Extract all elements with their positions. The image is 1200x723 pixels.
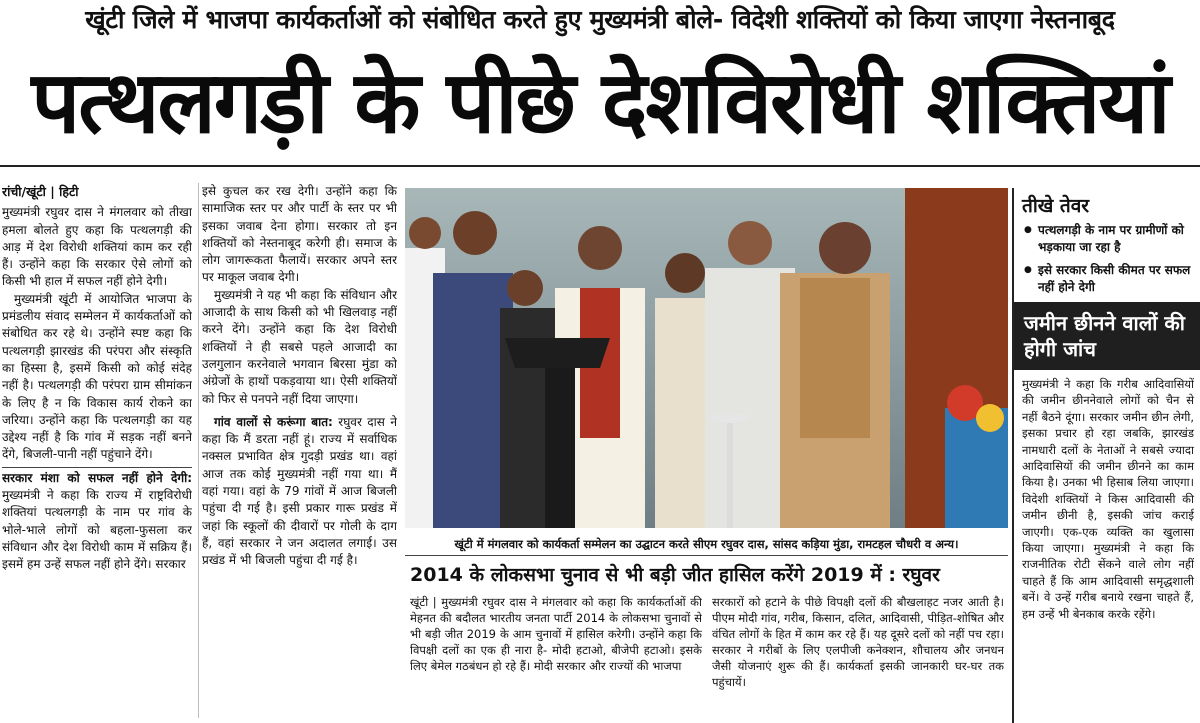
column-2 [202, 183, 397, 723]
kicker-headline: खूंटी जिले में भाजपा कार्यकर्ताओं को संबोधित करते हुए मुख्यमंत्री बोले- विदेशी शक्तियों को किया जाएगा नेस्तनाबूद [85, 5, 1115, 34]
col2-subhead: गांव वालों से करूंगा बात: [214, 414, 333, 429]
col1-para-1: मुख्यमंत्री रघुवर दास ने मंगलवार को तीखा हमला बोलते हुए कहा कि पत्थलगड़ी की आड़ में देश विरोधी शक्तियां काम कर रही हैं। उन्होंने कहा कि सरकार ऐसे लोगों को किसी भी हाल में सफल नहीं होने देगी। [2, 205, 192, 289]
col1-para-2: मुख्यमंत्री खूंटी में आयोजित भाजपा के प्रमंडलीय संवाद सम्मेलन में कार्यकर्ताओं को संबोधित कर रहे थे। उन्होंने स्पष्ट कहा कि पत्थलगड़ी झारखंड की परंपरा और संस्कृति का हिस्सा है, इसमें किसी को कोई संदेह नहीं है। पत्थलगड़ी की परंपरा ग्राम सीमांकन के लिए है न कि विकास कार्य रोकने का जरिया। उन्होंने कहा कि पत्थलगड़ी का यह उद्देश्य नहीं है कि गांव में सड़क नहीं बनने देंगे, बिजली-पानी नहीं पहुंचाने देंगे। [2, 291, 192, 462]
event-photo-illustration [405, 188, 1008, 528]
col1-para-3: मुख्यमंत्री ने कहा कि राज्य में राष्ट्रविरोधी शक्तियां पत्थलगड़ी के नाम पर गांव के भोले-भाले लोगों को बहला-फुसला कर संविधान और देश विरोधी काम में सक्रिय हैं। इसमें हम उन्हें सफल नहीं होने देंगे। सरकार [2, 488, 192, 572]
story2-column-b [712, 594, 1004, 720]
col2-para-3: रघुवर दास ने कहा कि मैं डरता नहीं हूं। राज्य में सर्वाधिक नक्सल प्रभावित क्षेत्र गुदड़ी प्रखंड था। वहां आज तक कोई मुख्यमंत्री नहीं गया था। मैं वहां गया। वहां के 79 गांवों में आज बिजली पहुंचा दी गई है। इसी प्रकार गारू प्रखंड में जहां कि स्कूलों की दीवारों पर गोली के दाग हैं, वहां सरकार ने जन अदालत लगाई। उस प्रखंड में भी बिजली पहुंचा दी गई है। [202, 414, 397, 568]
sidebar-bullet: ● इसे सरकार किसी कीमत पर सफल नहीं होने देगी [1024, 262, 1196, 296]
col1-subhead: सरकार मंशा को सफल नहीं होने देगी: [2, 470, 192, 485]
col2-para-1: इसे कुचल कर रख देगी। उन्होंने कहा कि सामाजिक स्तर पर और पार्टी के स्तर पर भी इसका जवाब देना होगा। सरकार तो इन शक्तियों को नेस्तनाबूद करेगी ही। समाज के लोग जागरूकता फैलायें। सरकार अपने स्तर पर माकूल जवाब देगी। [202, 184, 397, 285]
event-photo [405, 188, 1008, 528]
story2-text-a: खूंटी | मुख्यमंत्री रघुवर दास ने मंगलवार को कहा कि कार्यकर्ताओं की मेहनत की बदौलत भारतीय जनता पार्टी 2014 के लोकसभा चुनावों से भी बड़ी जीत 2019 के आम चुनावों में हासिल करेगी। उन्होंने कहा कि विपक्षी दलों का एक ही नारा है- मोदी हटाओ, बीजेपी हटाओ। इसके लिए बेमेल गठबंधन हो रहे हैं। मोदी सरकार और राज्यों की भाजपा [410, 595, 702, 673]
story2-text-b: सरकारों को हटाने के पीछे विपक्षी दलों की बौखलाहट नजर आती है। पीएम मोदी गांव, गरीब, किसान, दलित, आदिवासी, पीड़ित-शोषित और वंचित लोगों के हित में काम कर रहे हैं। यह दूसरे दलों को नहीं पच रहा। सरकार ने गरीबों के लिए एलपीजी कनेक्शन, शौचालय और जनधन जैसी योजनाएं शुरू की हैं। कार्यकर्ता इसकी जानकारी घर-घर तक पहुंचायें। [712, 595, 1004, 689]
sidebar-bullets [1014, 222, 1200, 296]
sidebar-box-title: जमीन छीनने वालों की होगी जांच [1014, 302, 1200, 370]
story2-title: 2014 के लोकसभा चुनाव से भी बड़ी जीत हासिल करेंगे 2019 में : रघुवर [410, 564, 940, 586]
sidebar [1012, 188, 1200, 723]
sidebar-heading: तीखे तेवर [1022, 195, 1090, 217]
photo-caption: खूंटी में मंगलवार को कार्यकर्ता सम्मेलन का उद्घाटन करते सीएम रघुवर दास, सांसद कड़िया मुंडा, रामटहल चौधरी व अन्य। [454, 537, 959, 551]
story2-column-a [410, 594, 702, 720]
column-1 [2, 183, 192, 723]
column-divider [198, 183, 199, 718]
main-headline: पत्थलगड़ी के पीछे देशविरोधी शक्तियां [31, 53, 1169, 153]
sidebar-text: मुख्यमंत्री ने कहा कि गरीब आदिवासियों की जमीन छीननेवाले लोगों को चैन से नहीं बैठने दूंगा। सरकार जमीन छीन लेगी, इसका प्रचार हो रहा जबकि, झारखंड नामधारी दलों के नेताओं ने सबसे ज्यादा आदिवासियों की जमीन छीनने का काम किया है। उनका भी हिसाब लिया जाएगा। विदेशी शक्तियों ने किस आदिवासी की जमीन छीनी है, इसकी जांच कराई जाएगी। एक-एक व्यक्ति का खुलासा किया जाएगा। मुख्यमंत्री ने कहा कि राजनीतिक रोटी सेंकने वाले लोग नहीं चाहते हैं कि आम आदिवासी समृद्धशाली बनें। वे उन्हें गरीब बनाये रखना चाहते हैं, हम उन्हें भी बेनकाब करके रहेंगे। [1022, 377, 1194, 621]
sidebar-bullet: ● पत्थलगड़ी के नाम पर ग्रामीणों को भड़काया जा रहा है [1024, 222, 1196, 256]
col2-para-2: मुख्यमंत्री ने यह भी कहा कि संविधान और आजादी के साथ किसी को भी खिलवाड़ नहीं करने देंगे। उन्होंने कहा कि देश विरोधी शक्तियों ने ही सबसे पहले आजादी का उलगुलान करनेवाले भगवान बिरसा मुंडा को अंग्रेजों के हाथों पकड़वाया था। ऐसी शक्तियों को फिर से पनपने नहीं दिया जाएगा। [202, 287, 397, 406]
byline: रांची/खूंटी | हिटी [2, 184, 79, 199]
headline-rule [0, 165, 1200, 167]
caption-rule [405, 555, 1008, 556]
